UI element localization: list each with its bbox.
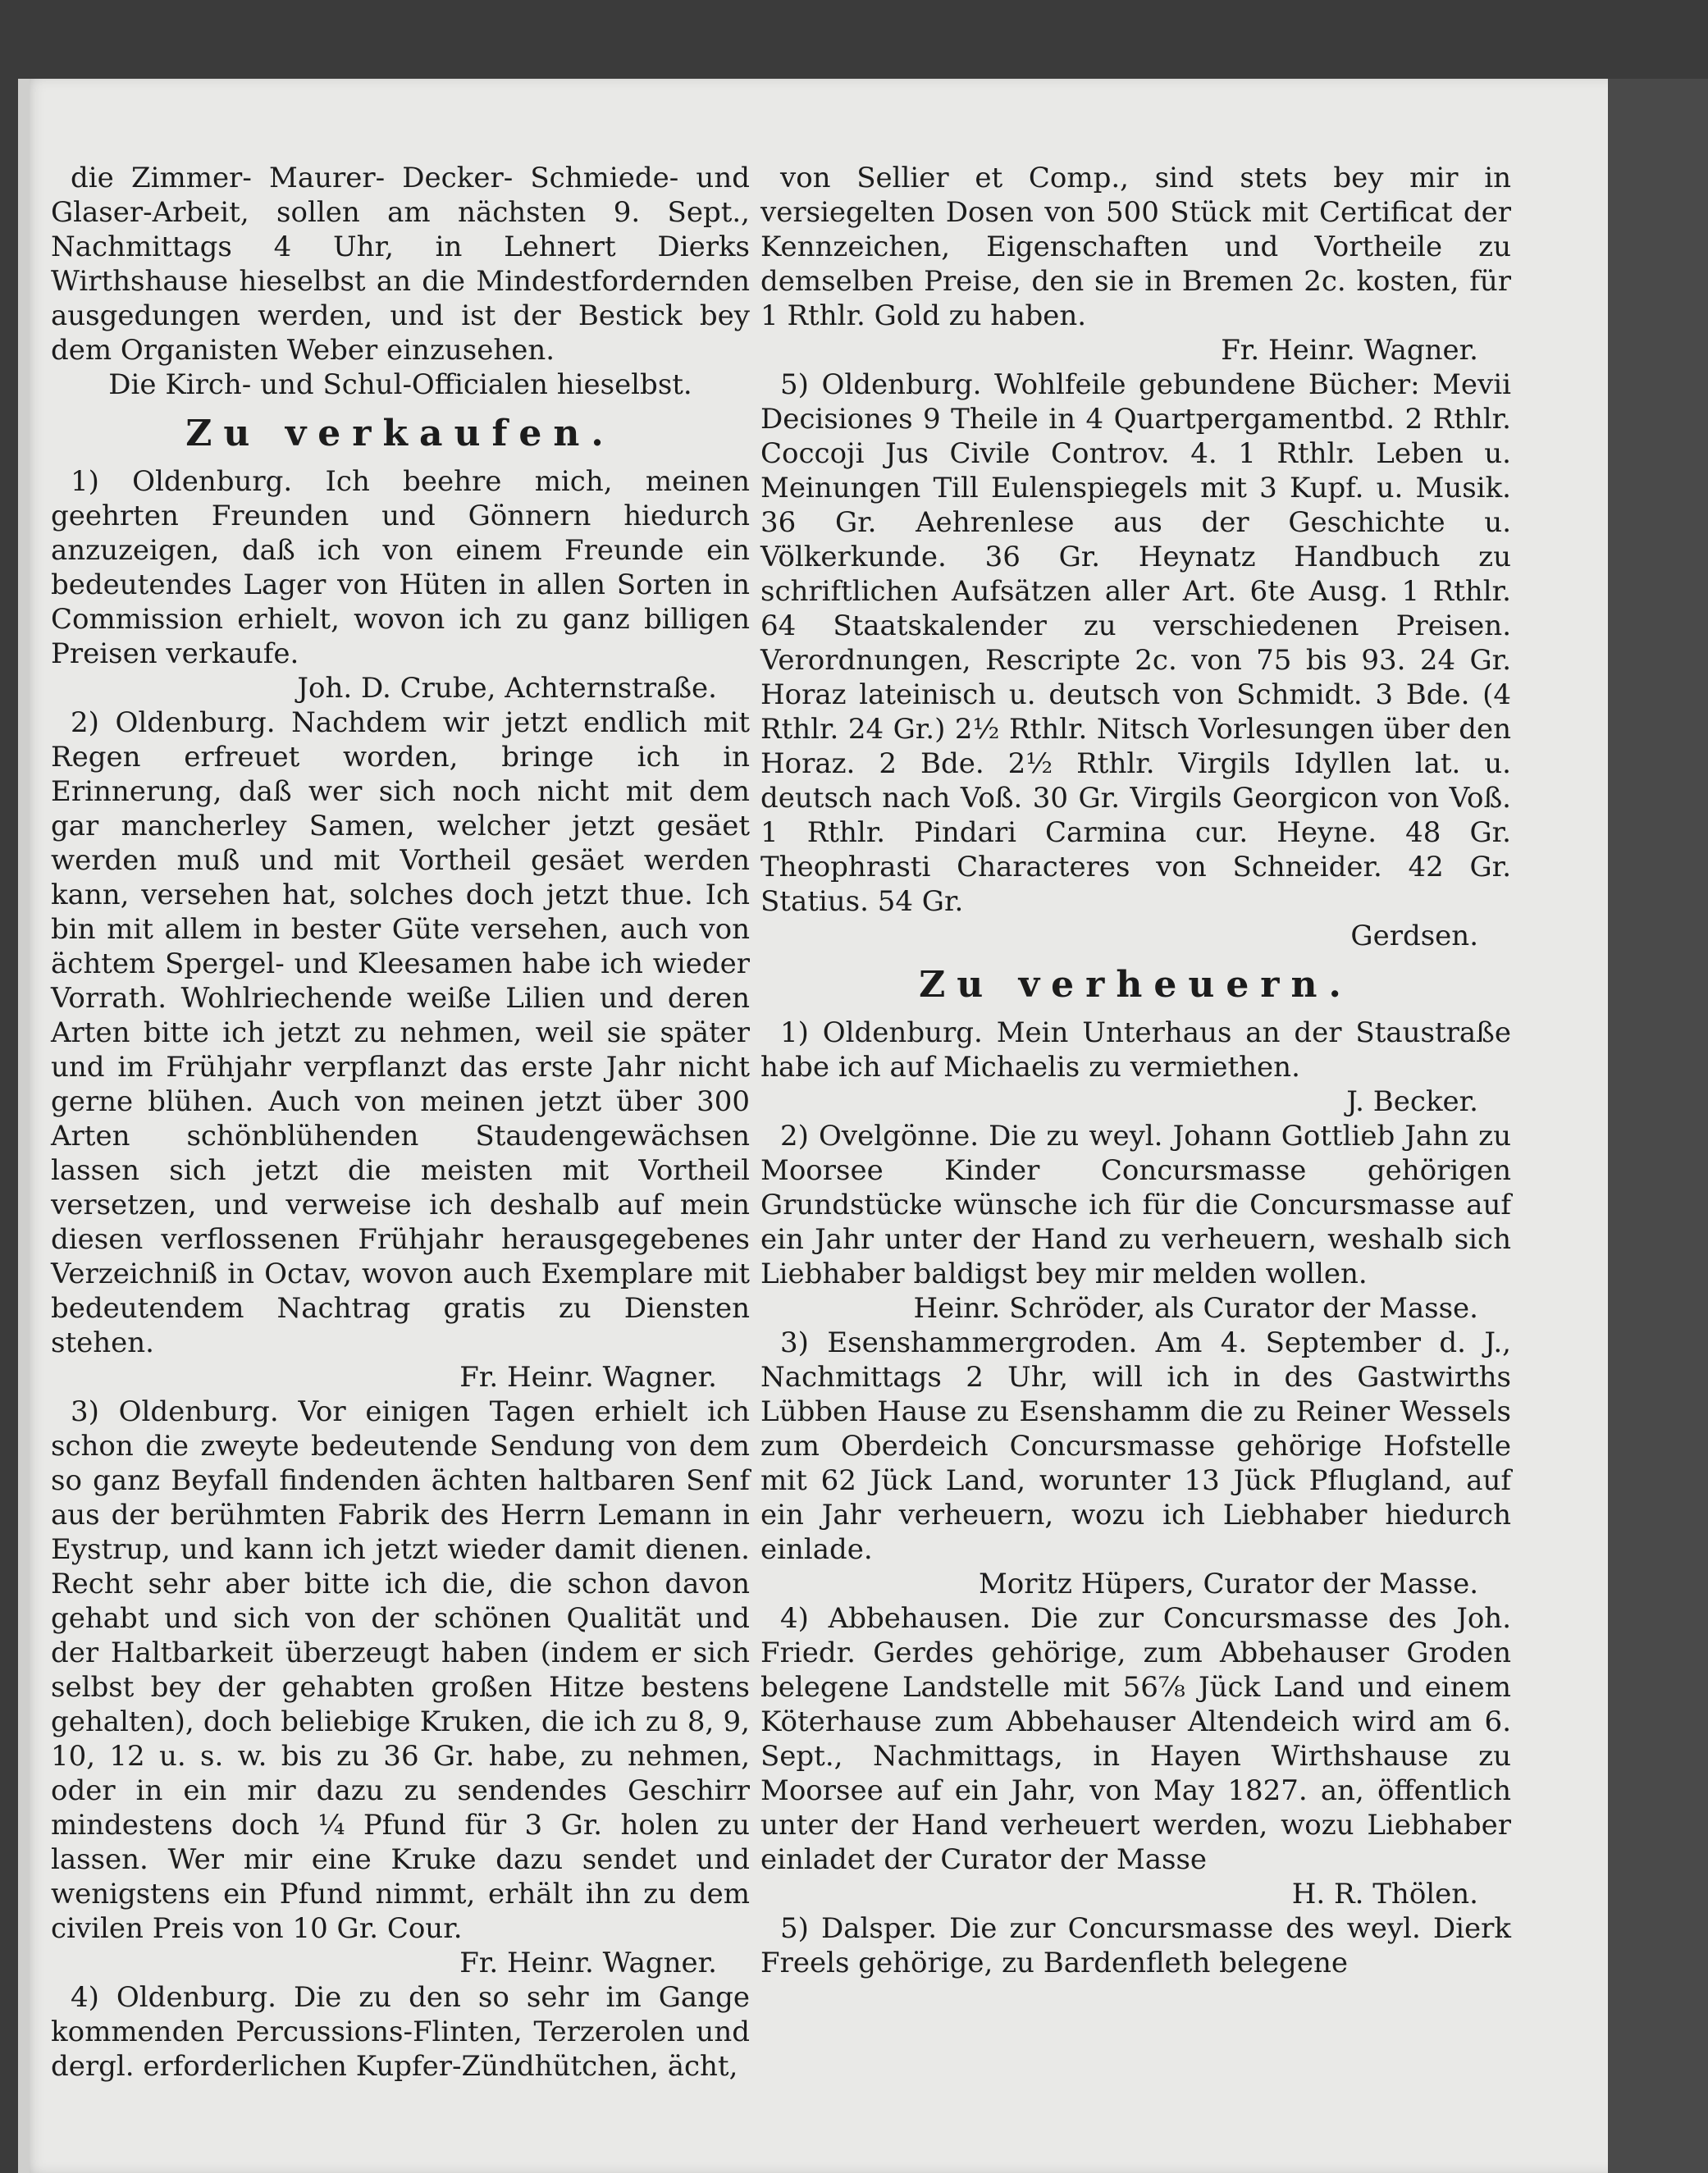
rent-4-signature: H. R. Thölen.	[1291, 1878, 1478, 1911]
ad-4-text: 4) Oldenburg. Die zu den so sehr im Gange kommenden Percussions-Flinten, Terzerolen und dergl. erforderlichen Kupfer-Zündhütchen, ächt,	[51, 1981, 750, 2083]
rent-3-text: 3) Esenshammergroden. Am 4. September d. J., Nachmittags 2 Uhr, will ich in des Gastwirths Lübben Hause zu Esenshamm die zu Reiner Wessels zum Oberdeich Concursmasse gehörige Hofstelle mit 62 Jück Land, worunter 13 Jück Pflugland, auf ein Jahr verheuern, wozu ich Liebhaber hiedurch einlade.	[760, 1326, 1511, 1566]
section-heading-verkaufen: Zu verkaufen.	[185, 413, 615, 454]
newspaper-page	[18, 79, 1618, 2173]
ad-1-signature: Joh. D. Crube, Achternstraße.	[297, 672, 717, 705]
ad-3-signature: Fr. Heinr. Wagner.	[459, 1947, 717, 1979]
left-column	[51, 161, 750, 2084]
background-edge	[1608, 79, 1708, 2173]
rent-4-text: 4) Abbehausen. Die zur Concursmasse des Joh. Friedr. Gerdes gehörige, zum Abbehauser Groden belegene Landstelle mit 56⅞ Jück Land und einem Köterhause zum Abbehauser Altendeich wird am 6. Sept., Nachmittags, in Hayen Wirthshause zu Moorsee auf ein Jahr, von May 1827. an, öffentlich unter der Hand verheuert werden, wozu Liebhaber einladet der Curator der Masse	[760, 1602, 1511, 1876]
rent-3-signature: Moritz Hüpers, Curator der Masse.	[978, 1568, 1478, 1600]
rent-5-text: 5) Dalsper. Die zur Concursmasse des weyl. Dierk Freels gehörige, zu Bardenfleth belegene	[760, 1912, 1511, 1979]
rent-1-text: 1) Oldenburg. Mein Unterhaus an der Staustraße habe ich auf Michaelis zu vermiethen.	[760, 1016, 1511, 1084]
ad-3-text: 3) Oldenburg. Vor einigen Tagen erhielt ich schon die zweyte bedeutende Sendung von dem so ganz Beyfall findenden ächten haltbaren Senf aus der berühmten Fabrik des Herrn Lemann in Eystrup, und kann ich jetzt wieder damit dienen. Recht sehr aber bitte ich die, die schon davon gehabt und sich von der schönen Qualität und der Haltbarkeit überzeugt haben (indem er sich selbst bey der gehabten großen Hitze bestens gehalten), doch beliebige Kruken, die ich zu 8, 9, 10, 12 u. s. w. bis zu 36 Gr. habe, zu nehmen, oder in ein mir dazu zu sendendes Geschirr mindestens doch ¼ Pfund für 3 Gr. holen zu lassen. Wer mir eine Kruke dazu sendet und wenigstens ein Pfund nimmt, erhält ihn zu dem civilen Preis von 10 Gr. Cour.	[51, 1395, 750, 1945]
intro-signature: Die Kirch- und Schul-Officialen hieselbst.	[108, 368, 692, 401]
ad-2-text: 2) Oldenburg. Nachdem wir jetzt endlich mit Regen erfreuet worden, bringe ich in Erinnerung, daß wer sich noch nicht mit dem gar mancherley Samen, welcher jetzt gesäet werden muß und mit Vortheil gesäet werden kann, versehen hat, solches doch jetzt thue. Ich bin mit allem in bester Güte versehen, auch von ächtem Spergel- und Kleesamen habe ich wieder Vorrath. Wohlriechende weiße Lilien und deren Arten bitte ich jetzt zu nehmen, weil sie später und im Frühjahr verpflanzt das erste Jahr nicht gerne blühen. Auch von meinen jetzt über 300 Arten schönblühenden Staudengewächsen lassen sich jetzt die meisten mit Vortheil versetzen, und verweise ich deshalb auf mein diesen verflossenen Frühjahr herausgegebenes Verzeichniß in Octav, wovon auch Exemplare mit bedeutendem Nachtrag gratis zu Diensten stehen.	[51, 706, 750, 1359]
rent-1-signature: J. Becker.	[1346, 1085, 1478, 1118]
intro-paragraph: die Zimmer- Maurer- Decker- Schmiede- und Glaser-Arbeit, sollen am nächsten 9. Sept., Nachmittags 4 Uhr, in Lehnert Dierks Wirthshause hieselbst an die Mindestfordernden ausgedungen werden, und ist der Bestick bey dem Organisten Weber einzusehen.	[51, 162, 750, 367]
ad-5-text: 5) Oldenburg. Wohlfeile gebundene Bücher: Mevii Decisiones 9 Theile in 4 Quartpergamentbd. 2 Rthlr. Coccoji Jus Civile Controv. 4. 1 Rthlr. Leben u. Meinungen Till Eulenspiegels mit 3 Kupf. u. Musik. 36 Gr. Aehrenlese aus der Geschichte u. Völkerkunde. 36 Gr. Heynatz Handbuch zu schriftlichen Aufsätzen aller Art. 6te Ausg. 1 Rthlr. 64 Staatskalender zu verschiedenen Preisen. Verordnungen, Rescripte 2c. von 75 bis 93. 24 Gr. Horaz lateinisch u. deutsch von Schmidt. 3 Bde. (4 Rthlr. 24 Gr.) 2½ Rthlr. Nitsch Vorlesungen über den Horaz. 2 Bde. 2½ Rthlr. Virgils Idyllen lat. u. deutsch nach Voß. 30 Gr. Virgils Georgicon von Voß. 1 Rthlr. Pindari Carmina cur. Heyne. 48 Gr. Theophrasti Characteres von Schneider. 42 Gr. Statius. 54 Gr.	[760, 368, 1511, 918]
page-gutter	[18, 79, 30, 2173]
ad-1-text: 1) Oldenburg. Ich beehre mich, meinen geehrten Freunden und Gönnern hiedurch anzuzeigen, daß ich von einem Freunde ein bedeutendes Lager von Hüten in allen Sorten in Commission erhielt, wovon ich zu ganz billigen Preisen verkaufe.	[51, 465, 750, 670]
right-column	[760, 161, 1511, 1980]
ad-5-signature: Gerdsen.	[1350, 920, 1478, 952]
rent-2-text: 2) Ovelgönne. Die zu weyl. Johann Gottlieb Jahn zu Moorsee Kinder Concursmasse gehörigen Grundstücke wünsche ich für die Concursmasse auf ein Jahr unter der Hand zu verheuern, weshalb sich Liebhaber baldigst bey mir melden wollen.	[760, 1120, 1511, 1290]
ad-4-signature: Fr. Heinr. Wagner.	[1221, 334, 1478, 367]
ad-4-continued: von Sellier et Comp., sind stets bey mir in versiegelten Dosen von 500 Stück mit Certificat der Kennzeichen, Eigenschaften und Vortheile zu demselben Preise, den sie in Bremen 2c. kosten, für 1 Rthlr. Gold zu haben.	[760, 162, 1511, 332]
ad-2-signature: Fr. Heinr. Wagner.	[459, 1361, 717, 1394]
section-heading-verheuern: Zu verheuern.	[919, 964, 1353, 1006]
rent-2-signature: Heinr. Schröder, als Curator der Masse.	[913, 1292, 1478, 1325]
